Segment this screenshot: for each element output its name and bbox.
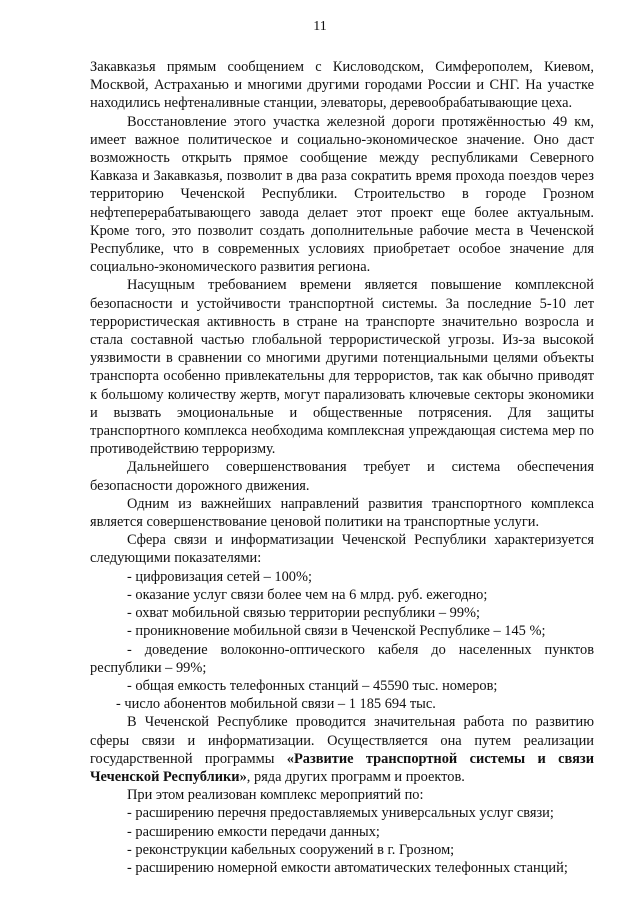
page-number: 11: [313, 19, 327, 34]
paragraph-communications-intro: Сфера связи и информатизации Чеченской Республики характеризуется следующими показателями:: [90, 532, 594, 567]
indicator-item: - оказание услуг связи более чем на 6 млрд. руб. ежегодно;: [127, 586, 488, 603]
indicator-item: - общая емкость телефонных станций – 45590 тыс. номеров;: [127, 677, 498, 694]
state-program-text-end: , ряда других программ и проектов.: [246, 768, 465, 785]
measure-item: - расширению номерной емкости автоматических телефонных станций;: [127, 859, 568, 876]
paragraph-road-safety: Дальнейшего совершенствования требует и система обеспечения безопасности дорожного движения.: [90, 459, 594, 494]
indicator-item: - охват мобильной связью территории республики – 99%;: [127, 605, 480, 622]
indicator-item: - цифровизация сетей – 100%;: [127, 568, 312, 585]
document-body: [90, 58, 594, 877]
indicator-item: - проникновение мобильной связи в Чеченской Республике – 145 %;: [127, 623, 546, 640]
measure-item: - расширению емкости передачи данных;: [127, 823, 380, 840]
indicator-item: - доведение волоконно-оптического кабеля до населенных пунктов республики – 99%;: [90, 641, 594, 676]
measure-item: - расширению перечня предоставляемых универсальных услуг связи;: [127, 805, 554, 822]
state-program-title: «Развитие транспортной системы и связи Чеченской Республики»: [90, 750, 595, 785]
measure-item: - реконструкции кабельных сооружений в г. Грозном;: [127, 841, 455, 858]
paragraph-railway-connections: Закавказья прямым сообщением с Кисловодском, Симферополем, Киевом, Москвой, Астраханью и многими другими городами России и СНГ. На участке находились нефтеналивные станции, элеваторы, деревообрабатывающие цеха.: [90, 59, 594, 112]
paragraph-transport-security: Насущным требованием времени является повышение комплексной безопасности и устойчивости транспортной системы. За последние 5-10 лет террористическая активность в стране на транспорте значительно возросла и стала составной частью глобальной террористической угрозы. Из-за высокой уязвимости в сравнении со многими другими потенциальными целями объекты транспорта особенно привлекательны для террористов, так как обычно приводят к большому количеству жертв, могут парализовать ключевые секторы экономики и вызвать эмоциональные и общественные потрясения. Для защиты транспортного комплекса необходима комплексная упреждающая система мер по противодействию терроризму.: [90, 277, 594, 458]
paragraph-railway-restoration: Восстановление этого участка железной дороги протяжённостью 49 км, имеет важное политическое и социально-экономическое значение. Оно даст возможность открыть прямое сообщение между республиками Северного Кавказа и Закавказья, позволит в два раза сократить время прохода поездов через территорию Чеченской Республики. Строительство в городе Грозном нефтеперерабатывающего завода делает этот проект еще более актуальным. Кроме того, это позволит создать дополнительные рабочие места в Чеченской Республике, что в современных условиях приобретает особое значение для социально-экономического развития региона.: [90, 113, 594, 276]
paragraph-state-program: [90, 713, 594, 786]
paragraph-pricing-policy: Одним из важнейших направлений развития транспортного комплекса является совершенствование ценовой политики на транспортные услуги.: [90, 495, 594, 531]
indicator-item: - число абонентов мобильной связи – 1 185 694 тыс.: [116, 696, 436, 713]
state-program-text-start: В Чеченской Республике проводится значительная работа по развитию сферы связи и информатизации. Осуществляется она путем реализации государственной программы: [90, 714, 594, 767]
paragraph-measures-intro: При этом реализован комплекс мероприятий по:: [127, 787, 424, 804]
